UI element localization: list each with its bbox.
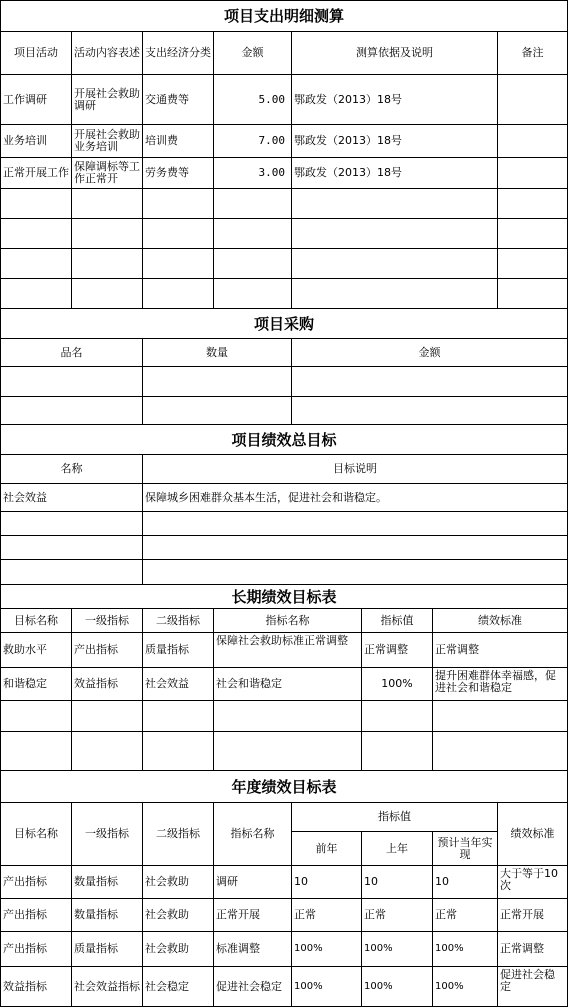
section-title-detail: 项目支出明细测算 [223,7,344,25]
table-cell: 促进社会稳定 [500,968,555,993]
table-cell: 社会稳定 [145,979,189,993]
header-cell: 预计当年实现 [437,835,493,861]
grid-line [0,731,568,732]
table-cell: 正常 [364,908,386,921]
table-cell: 10 [435,875,449,888]
grid-line [0,511,568,512]
table-cell: 促进社会稳定 [216,979,282,993]
table-cell: 社会和谐稳定 [216,677,282,690]
table-cell: 10 [364,875,378,888]
table-cell: 劳务费等 [145,166,189,179]
table-cell: 鄂政发（2013）18号 [294,134,402,147]
header-cell: 二级指标 [156,613,200,627]
table-cell [498,158,567,188]
table-cell: 保障调标等工作正常开 [74,160,140,185]
header-cell: 测算依据及说明 [356,46,433,59]
table-cell: 保障社会救助标准正常调整 [216,634,348,647]
header-cell: 品名 [60,345,83,359]
table-cell: 100% [364,943,393,954]
table-cell: 正常调整 [435,643,479,656]
table-cell: 社会效益 [145,677,189,690]
grid-line [0,278,568,279]
table-cell: 数量指标 [74,875,118,888]
header-cell: 一级指标 [85,613,129,627]
table-cell: 工作调研 [3,92,47,106]
header-cell: 备注 [521,46,544,59]
table-cell: 正常开展 [216,908,260,921]
section-title-longterm: 长期绩效目标表 [231,587,337,606]
table-cell: 产出指标 [3,908,47,921]
grid-line [0,559,568,560]
grid-line [0,218,568,219]
header-cell: 二级指标 [156,827,200,840]
table-cell: 社会救助 [145,875,189,888]
grid-line [0,700,568,701]
table-cell: 开展社会救助调研 [74,86,140,112]
table-cell: 培训费 [145,134,178,147]
header-cell: 绩效标准 [510,827,555,840]
section-title-purchase: 项目采购 [253,314,314,333]
section-title-annual: 年度绩效目标表 [231,777,337,796]
header-cell: 项目活动 [14,46,58,59]
table-cell [498,75,567,124]
table-cell: 产出指标 [3,875,47,888]
table-cell: 正常调整 [500,942,544,955]
table-cell: 正常 [435,908,457,921]
table-cell: 社会效益 [3,490,47,504]
grid-line [0,396,568,397]
header-cell: 指标名称 [265,613,310,627]
table-cell: 5.00 [258,92,285,106]
table-cell: 标准调整 [216,942,260,955]
header-cell: 一级指标 [85,827,129,840]
table-cell: 提升困难群体幸福感，促进社会和谐稳定 [435,669,556,694]
table-cell: 数量指标 [74,908,118,921]
header-cell: 前年 [315,841,338,855]
table-cell: 保障城乡困难群众基本生活，促进社会和谐稳定。 [145,490,387,504]
table-cell: 100% [294,980,323,992]
table-cell: 救助水平 [3,643,47,656]
table-cell: 100% [435,980,464,992]
table-cell: 产出指标 [74,643,118,656]
table-cell: 正常调整 [364,643,408,656]
table-cell: 效益指标 [3,979,47,993]
header-cell: 活动内容表述 [74,46,140,59]
table-cell: 7.00 [258,134,285,147]
table-cell: 社会救助 [145,942,189,955]
table-cell: 质量指标 [74,942,118,955]
section-title-overall: 项目绩效总目标 [231,430,337,449]
header-cell: 指标名称 [230,827,275,840]
header-cell: 目标名称 [14,613,58,627]
header-cell: 支出经济分类 [145,46,211,59]
table-cell: 鄂政发（2013）18号 [294,166,402,179]
header-cell: 金额 [418,345,441,359]
header-cell: 数量 [206,345,228,359]
grid-line [0,188,568,189]
table-cell: 100% [381,677,413,690]
table-cell: 和谐稳定 [3,677,47,690]
table-cell: 10 [294,875,308,888]
header-cell: 绩效标准 [478,613,522,627]
table-cell: 调研 [216,875,238,888]
table-cell: 业务培训 [3,134,47,147]
header-cell: 金额 [241,46,264,59]
grid-line [0,248,568,249]
table-cell: 100% [364,980,393,992]
header-cell: 名称 [60,462,83,475]
table-cell: 产出指标 [3,942,47,955]
header-cell: 目标说明 [333,462,377,475]
table-cell [498,125,567,157]
table-cell: 鄂政发（2013）18号 [294,92,402,106]
header-cell: 目标名称 [14,827,58,840]
grid-line [0,366,568,367]
header-cell: 指标值 [378,810,411,823]
table-cell: 100% [294,943,323,954]
table-cell: 正常 [294,908,316,921]
table-cell: 正常开展 [500,908,544,921]
header-cell: 上年 [386,841,408,855]
table-cell: 100% [435,943,464,954]
grid-line [0,535,568,536]
header-cell: 指标值 [380,613,414,627]
table-cell: 开展社会救助业务培训 [74,128,140,153]
grid-line [0,1006,568,1007]
table-cell: 社会救助 [145,908,189,921]
table-cell: 效益指标 [74,677,118,690]
table-cell: 交通费等 [145,92,189,106]
table-cell: 大于等于10次 [500,867,558,892]
table-cell: 质量指标 [145,643,189,656]
table-cell: 正常开展工作 [3,166,69,179]
table-cell: 3.00 [258,166,285,179]
table-cell: 社会效益指标 [74,979,140,993]
